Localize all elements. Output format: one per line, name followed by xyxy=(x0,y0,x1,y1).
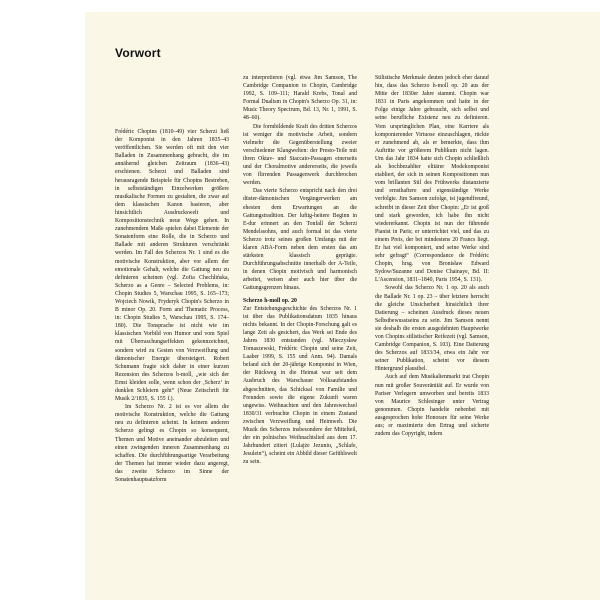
paragraph: zu interpretieren (vgl. etwa Jim Samson, The Cambridge Companion to Chopin, Cambridge 1992, S. 109–111; Harald Krebs, Tonal and Formal Dualism in Chopin's Scherzo Op. 31, in: Music Theory Spectrum, Bd. 13, Nr. 1, 1991, S. 48–60). xyxy=(243,75,357,122)
page-title: Vorwort xyxy=(115,46,161,60)
paragraph: Das vierte Scherzo entspricht nach den drei düster-dämonischen Vorgängerwerken am ehesten dem Erwartungen an die Gattungstradition. Der luftig-heitere Beginn in E-dur erinnert an den Tonfall der Scherzi Mendelssohns, und auch formal ist das vierte Scherzo trotz seines großen Umfangs mit der klaren ABA-Form neben dem ersten das am stärksten klassisch geprägte. Durchführungsabschnitte innerhalb der A-Teile, in denen Chopin motivisch und harmonisch arbeitet, weisen aber auch hier über die Gattungsgrenzen hinaus. xyxy=(243,188,357,292)
section-subheading: Scherzo h-moll op. 20 xyxy=(243,297,297,304)
document-page xyxy=(85,12,600,600)
paragraph: Im Scherzo Nr. 2 ist es vor allem die motivische Konstruktion, welche die Gattung neu zu definieren scheint. In keinem anderen Scherzo gelingt es Chopin so konsequent, Themen und Motive aneinander abzuleiten und einen zwingenden inneren Zusammenhang zu schaffen. Die durchführungsartige Verarbeitung der Themen hat immer wieder dazu angeregt, das zweite Scherzo im Sinne der Sonatenhauptsatzform xyxy=(115,404,229,484)
paragraph: Auch auf dem Musikalienmarkt trat Chopin nun mit großer Souveränität auf. Er wurde von Pariser Verlegern umworben und bereits 1833 von Maurice Schlesinger unter Vertrag genommen. Chopin handelte nebenbei mit ausgesprochen hohe Honorare für seine Werke aus; er maximierte den Ertrag und sicherte zudem das Copyright, indem xyxy=(375,374,489,438)
paragraph: Sowohl das Scherzo Nr. 1 op. 20 als auch die Ballade Nr. 1 op. 23 – über letztere herrscht die gleiche Unsicherheit hinsichtlich ihrer Datierung – scheinen Ausdruck dieses neuen Selbstbewusstseins zu sein. Jim Samson nennt sie deshalb die ersten ausgedehnten Hauptwerke von Chopins stilistischer Reifezeit (vgl. Samson, Cambridge Companion, S. 103). Eine Datierung des Scherzos auf 1833/34, etwa ein Jahr vor seiner Publikation, scheint vor diesem Hintergrund plausibel. xyxy=(375,285,489,373)
paragraph: Frédéric Chopins (1810–49) vier Scherzi ließ der Komponist in den Jahren 1835–43 veröffentlichen. Sie werden oft mit den vier Balladen in Zusammenhang gebracht, die im annähernd gleichen Zeitraum (1836–43) erschienen. Scherzi und Balladen sind herausragende Beispiele für Chopins Bestreben, in selbstständigen Einzelwerken größere musikalische Formen zu gestalten, die zwar auf dem klassischen Kanon basieren, aber hinsichtlich Ausdruckswelt und Kompositionstechnik neue Wege gehen. In zunehmendem Maße spielen dabei Elemente der Sonatenform eine Rolle, die in Scherzo und Ballade mit anderen Strukturen verschränkt werden. Im Fall des Scherzos Nr. 1 sind es die motivische Konstruktion, aber vor allem der emotionale Gehalt, welche die Gattung neu zu definieren scheinen (vgl. Zofia Chechlińska, Scherzo as a Genre – Selected Problems, in: Chopin Studies 5, Warschau 1995, S. 165–173; Wojciech Nowik, Fryderyk Chopin's Scherzo in B minor Op. 20. Form and Thematic Process, in: Chopin Studies 5, Warschau 1995, S. 174–180). Die Tonsprache ist nicht wie im klassischen Vorbild von Humor und vom Spiel mit Überraschungseffekten gekennzeichnet, sondern wird zu Gesten von Verzweiflung und dämonischer Energie übersteigert. Robert Schumann fragte sich daher in einer kurzen Rezension des Scherzos b-moll, „wie sich der Ernst kleiden solle, wenn schon der ‚Scherz‘ in dunklen Schleiern geht“ (Neue Zeitschrift für Musik 2/1835, S. 155 f.). xyxy=(115,129,229,403)
text-column-1 xyxy=(115,128,229,598)
text-column-3 xyxy=(375,74,489,598)
paragraph: Stilistische Merkmale deuten jedoch eher darauf hin, dass das Scherzo h-moll op. 20 aus der Mitte der 1830er Jahre stammt. Chopin war 1831 in Paris angekommen und hatte in der Folge einige Jahre gebraucht, sich selbst und seine berufliche Existenz neu zu definieren. Vom ursprünglichen Plan, eine Karriere als komponierender Virtuose einzuschlagen, rückte er zunehmend ab, als er bemerkte, dass ihm Auftritte vor größerem Publikum nicht lagen. Um das Jahr 1834 hatte sich Chopin schließlich als hochbezahlter elitärer Modekomponist etabliert, der sich in seinen Kompositionen nun vom brillanten Stil des Frühwerks distanzierte und ernsthaftere und eigenständige Werke verfolgte. Jim Samson zufolge, ist jugendfreund, schreibt in dieser Zeit über Chopin: „Er ist groß und stark geworden, ich habe ihn nicht wiedererkannt. Chopin ist nun der führende Pianist in Paris; er unterrichtet viel, und das zu einem Preis, der bei mindestens 20 Francs liegt. Er hat viel komponiert, und seine Werke sind sehr gefragt“ (Correspondance de Frédéric Chopin, hrsg. von Bronisław Edward Sydow/Suzanne und Denise Chainaye, Bd. II: L'Ascension, 1831–1840, Paris 1954, S. 131). xyxy=(375,75,489,284)
paragraph: Die formbildende Kraft des dritten Scherzos ist weniger die motivische Arbeit, sondern vielmehr die Gegenüberstellung zweier verschiedener Klangwelten: der Presto-Teile mit ihren Oktav- und Staccato-Passagen einerseits und der Choralmotive andererseits, die jeweils von flirrenden Passagenwerk durchbrochen werden. xyxy=(243,123,357,187)
paragraph: Zur Entstehungsgeschichte des Scherzos Nr. 1 ist über das Publikationsdatum 1835 hinaus nichts bekannt. In der Chopin-Forschung galt es lange Zeit als gesichert, das Werk sei Ende des Jahres 1830 entstanden (vgl. Mieczysław Tomaszewski, Frédéric Chopin und seine Zeit, Laaber 1999, S. 155 und Anm. 94). Damals befand sich der 20-jährige Komponist in Wien, der Rückweg in die Heimat war seit dem Ausbruch des Warschauer Volksaufstandes abgeschnitten, das Schicksal von Familie und Freunden sowie die eigene Zukunft waren ungewiss. Weihnachten und den Jahreswechsel 1830/31 verbrachte Chopin in einem Zustand zwischen Verzweiflung und Heimweh. Die Musik des Scherzos insbesondere der Mittelteil, der ein polnisches Weihnachtslied aus dem 17. Jahrhundert zitiert (Lulajże Jezuniu, „Schlafe, Jesulein“), scheint ein Abbild dieser Gefühlswelt zu sein. xyxy=(243,305,357,466)
text-column-2 xyxy=(243,74,357,598)
